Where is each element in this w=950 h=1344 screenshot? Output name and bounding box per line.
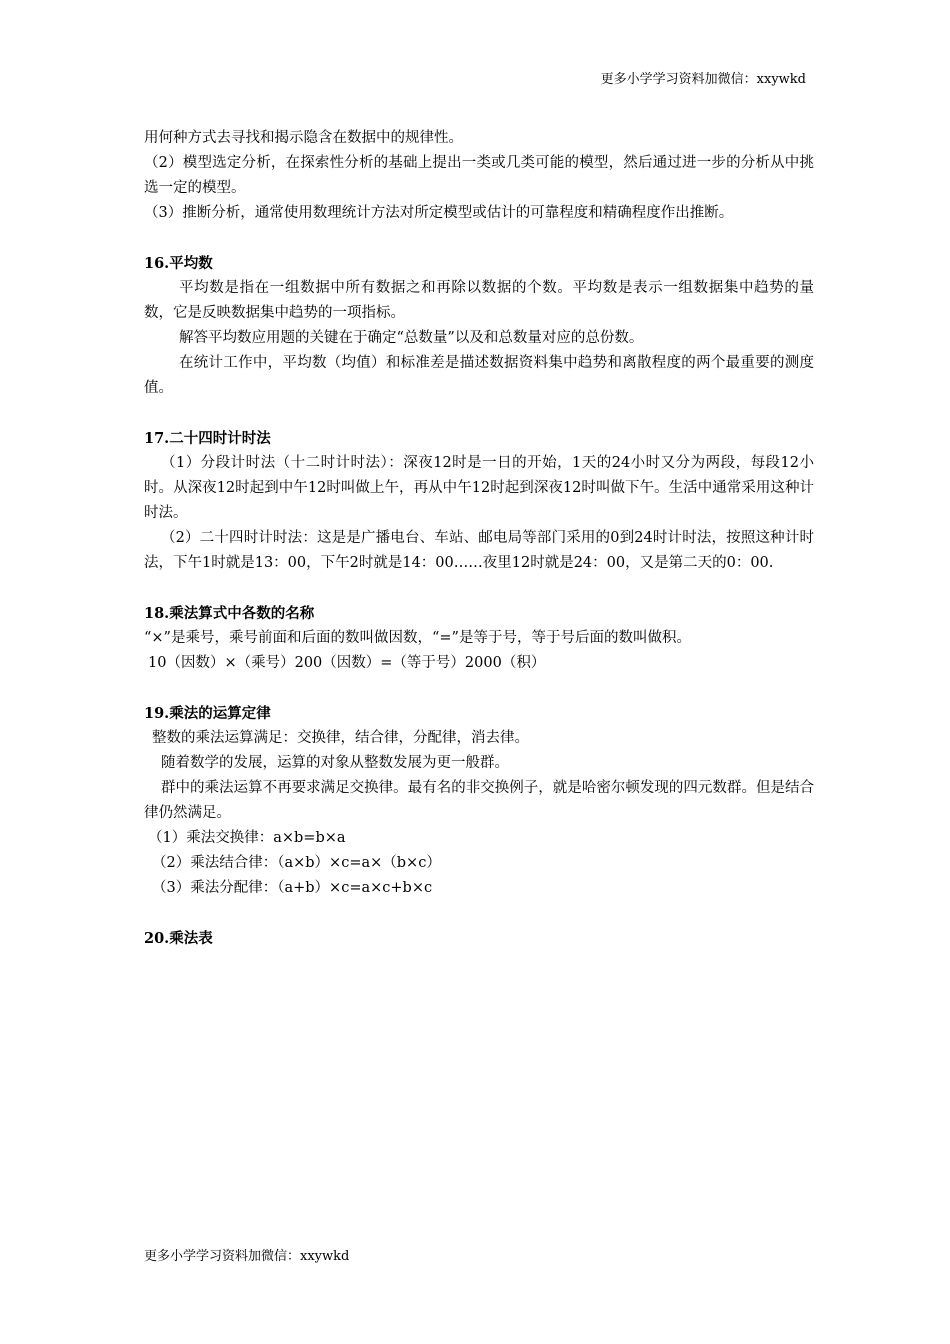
section-20-multiplication-table: [144, 926, 814, 951]
section-17-24-hour-clock: [144, 426, 814, 576]
paragraph: 解答平均数应用题的关键在于确定“总数量”以及和总数量对应的总份数。: [179, 330, 644, 346]
section-heading: 20.乘法表: [144, 930, 213, 947]
page-footer: 更多小学学习资料加微信：xxywkd: [144, 1249, 350, 1264]
law-commutative: （1）乘法交换律：a×b=b×a: [148, 830, 346, 846]
section-18-multiplication-terms: [144, 601, 814, 676]
intro-line-2: （2）模型选定分析，在探索性分析的基础上提出一类或几类可能的模型，然后通过进一步的分析从中挑选一定的模型。: [144, 155, 814, 196]
section-heading: 19.乘法的运算定律: [144, 705, 271, 722]
section-16-average: [144, 251, 814, 401]
paragraph: 随着数学的发展，运算的对象从整数发展为更一般群。: [161, 755, 509, 771]
intro-line-1: 用何种方式去寻找和揭示隐含在数据中的规律性。: [144, 130, 463, 146]
section-heading: 18.乘法算式中各数的名称: [144, 605, 315, 622]
paragraph: 群中的乘法运算不再要求满足交换律。最有名的非交换例子，就是哈密尔顿发现的四元数群。但是结合律仍然满足。: [144, 780, 814, 821]
paragraph: （2）二十四时计时法：这是是广播电台、车站、邮电局等部门采用的0到24时计时法，按照这种计时法，下午1时就是13：00，下午2时就是14：00……夜里12时就是24：00，又是第二天的0：00.: [144, 530, 814, 571]
paragraph: （1）分段计时法（十二时计时法）：深夜12时是一日的开始，1天的24小时又分为两段，每段12小时。从深夜12时起到中午12时叫做上午，再从中午12时起到深夜12时叫做下午。生活中通常采用这种计时法。: [144, 455, 814, 521]
section-heading: 17.二十四时计时法: [144, 430, 271, 447]
law-distributive: （3）乘法分配律：（a+b）×c=a×c+b×c: [152, 880, 433, 896]
section-heading: 16.平均数: [144, 255, 213, 272]
paragraph: “×”是乘号，乘号前面和后面的数叫做因数，“=”是等于号，等于号后面的数叫做积。: [144, 630, 691, 646]
law-associative: （2）乘法结合律：（a×b）×c=a×（b×c）: [152, 855, 441, 871]
intro-line-3: （3）推断分析，通常使用数理统计方法对所定模型或估计的可靠程度和精确程度作出推断。: [144, 205, 734, 221]
page-header: 更多小学学习资料加微信：xxywkd: [600, 72, 806, 87]
paragraph: 在统计工作中，平均数（均值）和标准差是描述数据资料集中趋势和离散程度的两个最重要的测度值。: [144, 355, 814, 396]
document-body: [144, 126, 814, 951]
paragraph: 10（因数）×（乘号）200（因数）=（等于号）2000（积）: [148, 655, 546, 671]
paragraph: 平均数是指在一组数据中所有数据之和再除以数据的个数。平均数是表示一组数据集中趋势的量数，它是反映数据集中趋势的一项指标。: [144, 280, 814, 321]
section-19-multiplication-laws: [144, 701, 814, 901]
paragraph: 整数的乘法运算满足：交换律，结合律，分配律，消去律。: [152, 730, 529, 746]
